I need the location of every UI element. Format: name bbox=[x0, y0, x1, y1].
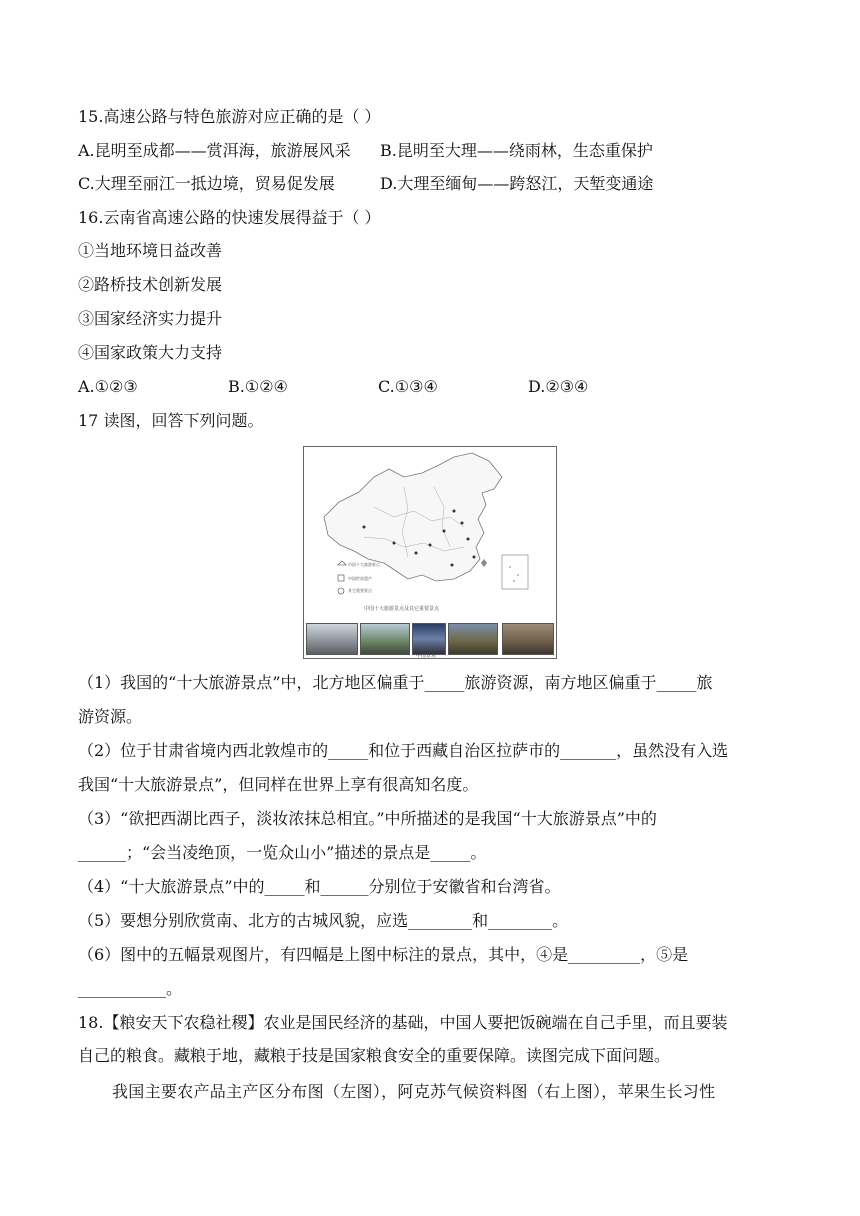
q17-sub1-line2: 游资源。 bbox=[78, 707, 143, 726]
figure-caption: 中国十大旅游景点及其它重要景点 bbox=[364, 606, 440, 612]
q15-option-b: B.昆明至大理——绕雨林，生态重保护 bbox=[380, 141, 653, 160]
china-map-graphic bbox=[304, 447, 556, 607]
landmark-photo bbox=[448, 623, 498, 655]
q15-option-d: D.大理至缅甸——跨怒江，天堑变通途 bbox=[380, 174, 654, 193]
q15-option-c: C.大理至丽江一抵边境，贸易促发展 bbox=[78, 174, 335, 193]
figure-foot: 中国景观 bbox=[416, 653, 437, 659]
q16-option-a: A.①②③ bbox=[78, 377, 138, 396]
q18-stem-line1: 18.【粮安天下农稳社稷】农业是国民经济的基础，中国人要把饭碗端在自己手里，而且要装 bbox=[78, 1013, 728, 1032]
landmark-photo bbox=[360, 623, 410, 655]
q17-sub5: （5）要想分别欣赏南、北方的古城风貌，应选________和________。 bbox=[78, 911, 569, 930]
q16-item-3: ③国家经济实力提升 bbox=[78, 309, 223, 328]
q16-option-c: C.①③④ bbox=[378, 377, 438, 396]
q17-sub4: （4）“十大旅游景点”中的_____和______分别位于安徽省和台湾省。 bbox=[78, 877, 561, 896]
q17-stem: 17 读图，回答下列问题。 bbox=[78, 411, 264, 430]
q16-option-b: B.①②④ bbox=[228, 377, 288, 396]
q16-item-2: ②路桥技术创新发展 bbox=[78, 275, 223, 294]
q17-sub3-line1: （3）“欲把西湖比西子，淡妆浓抹总相宜。”中所描述的是我国“十大旅游景点”中的 bbox=[78, 809, 657, 828]
q17-sub1-line1: （1）我国的“十大旅游景点”中，北方地区偏重于_____旅游资源，南方地区偏重于_____旅 bbox=[78, 673, 713, 692]
landmark-photo bbox=[412, 623, 446, 655]
q17-sub3-line2: ______；“会当凌绝顶，一览众山小”描述的景点是_____。 bbox=[78, 843, 487, 862]
landmark-photo bbox=[306, 623, 358, 655]
q15-option-a: A.昆明至成都——赏洱海，旅游展风采 bbox=[78, 141, 351, 160]
q16-stem: 16.云南省高速公路的快速发展得益于（ ） bbox=[78, 208, 381, 227]
q17-sub6-line1: （6）图中的五幅景观图片，有四幅是上图中标注的景点，其中，④是_________，⑤是 bbox=[78, 945, 689, 964]
q17-sub2-line2: 我国“十大旅游景点”，但同样在世界上享有很高知名度。 bbox=[78, 775, 479, 794]
q16-option-d: D.②③④ bbox=[528, 377, 589, 396]
q18-figure-note: 我国主要农产品主产区分布图（左图），阿克苏气候资料图（右上图），苹果生长习性 bbox=[112, 1082, 716, 1101]
q16-item-4: ④国家政策大力支持 bbox=[78, 343, 223, 362]
q17-sub2-line1: （2）位于甘肃省境内西北敦煌市的_____和位于西藏自治区拉萨市的_______，虽然没有入选 bbox=[78, 741, 729, 760]
tourism-map-figure bbox=[303, 446, 557, 659]
q17-sub6-line2: ___________。 bbox=[78, 979, 183, 998]
landmark-photo bbox=[502, 623, 554, 655]
legend-item: 其它重要景点 bbox=[348, 588, 372, 593]
q15-stem: 15.高速公路与特色旅游对应正确的是（ ） bbox=[78, 107, 381, 126]
legend-item: 中国十大旅游景点 bbox=[348, 562, 380, 567]
q16-item-1: ①当地环境日益改善 bbox=[78, 241, 223, 260]
legend-item: 中国世界遗产 bbox=[348, 576, 372, 581]
q18-stem-line2: 自己的粮食。藏粮于地，藏粮于技是国家粮食安全的重要保障。读图完成下面问题。 bbox=[78, 1046, 671, 1065]
